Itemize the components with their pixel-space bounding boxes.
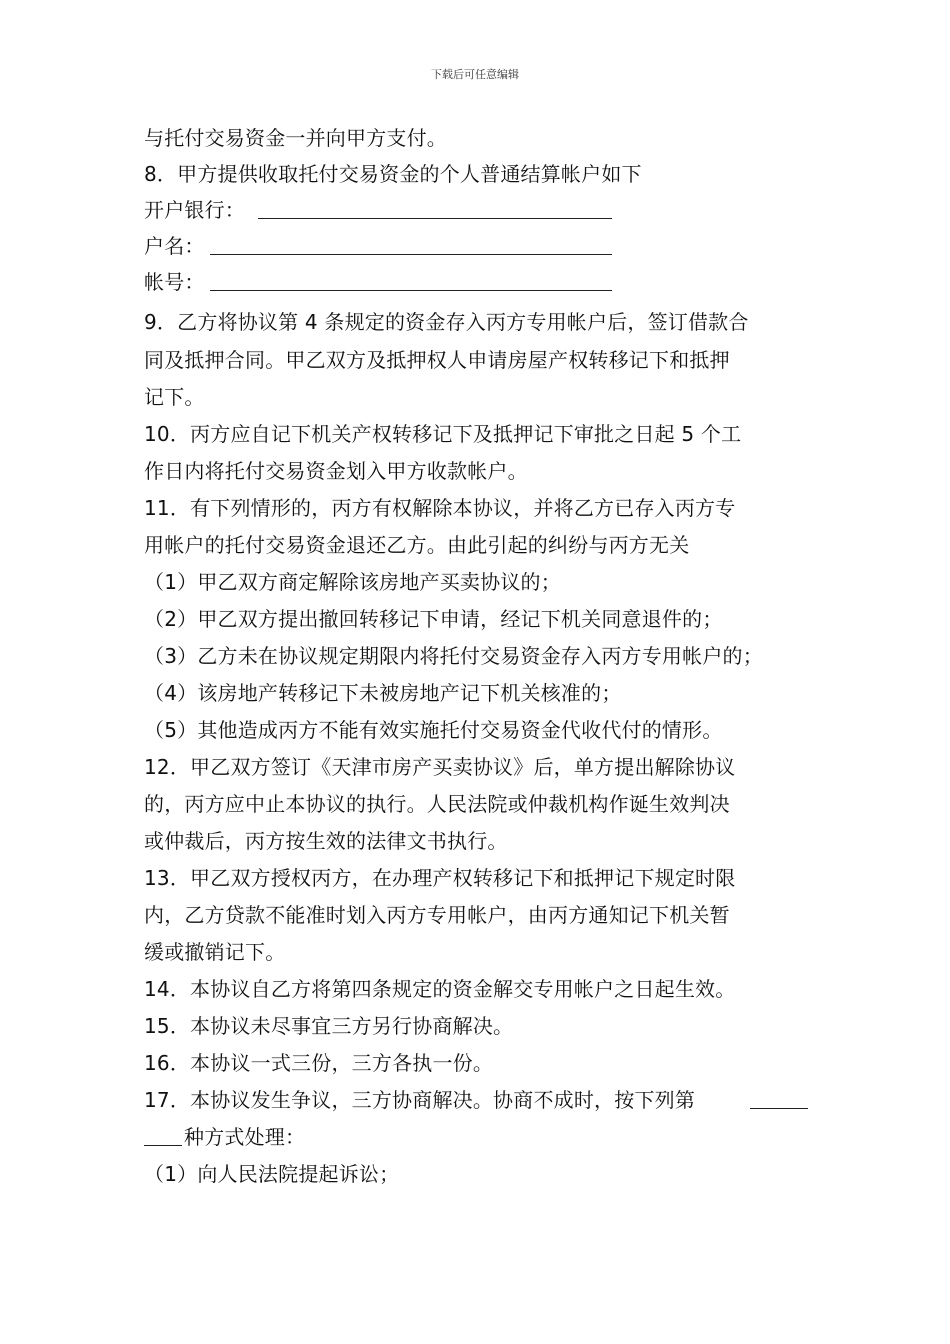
text-line: 16．本协议一式三份，三方各执一份。 — [144, 1051, 494, 1075]
bank-label: 开户银行： — [144, 198, 245, 222]
text-line: 15．本协议未尽事宜三方另行协商解决。 — [144, 1014, 514, 1038]
account-number-label: 帐号： — [144, 270, 205, 294]
account-name-blank[interactable] — [210, 254, 612, 255]
text-line: 12．甲乙双方签订《天津市房产买卖协议》后，单方提出解除协议 — [144, 755, 736, 779]
dispute-option-blank-continued[interactable] — [144, 1145, 182, 1146]
text-line: 内，乙方贷款不能准时划入丙方专用帐户，由丙方通知记下机关暂 — [144, 903, 730, 927]
text-line: 缓或撤销记下。 — [144, 940, 286, 964]
bank-blank[interactable] — [258, 218, 612, 219]
text-line: 13．甲乙双方授权丙方，在办理产权转移记下和抵押记下规定时限 — [144, 866, 736, 890]
text-line: 作日内将托付交易资金划入甲方收款帐户。 — [144, 459, 528, 483]
text-line: 或仲裁后，丙方按生效的法律文书执行。 — [144, 829, 508, 853]
list-item: （2）甲乙双方提出撤回转移记下申请，经记下机关同意退件的； — [144, 607, 723, 631]
text-line: 种方式处理： — [184, 1125, 306, 1149]
text-line: 记下。 — [144, 385, 205, 409]
text-line: 同及抵押合同。甲乙双方及抵押权人申请房屋产权转移记下和抵押 — [144, 348, 730, 372]
text-line: 的，丙方应中止本协议的执行。人民法院或仲裁机构作诞生效判决 — [144, 792, 730, 816]
text-line: 17．本协议发生争议，三方协商解决。协商不成时，按下列第 — [144, 1088, 696, 1112]
text-line: 与托付交易资金一并向甲方支付。 — [144, 126, 447, 150]
list-item: （5）其他造成丙方不能有效实施托付交易资金代收代付的情形。 — [144, 718, 723, 742]
account-name-label: 户名： — [144, 234, 205, 258]
text-line: 11．有下列情形的，丙方有权解除本协议，并将乙方已存入丙方专 — [144, 496, 736, 520]
text-line: 10．丙方应自记下机关产权转移记下及抵押记下审批之日起 5 个工 — [144, 422, 742, 446]
text-line: 14．本协议自乙方将第四条规定的资金解交专用帐户之日起生效。 — [144, 977, 736, 1001]
account-number-blank[interactable] — [210, 290, 612, 291]
list-item: （1）甲乙双方商定解除该房地产买卖协议的； — [144, 570, 561, 594]
list-item: （3）乙方未在协议规定期限内将托付交易资金存入丙方专用帐户的； — [144, 644, 763, 668]
text-line: 8．甲方提供收取托付交易资金的个人普通结算帐户如下 — [144, 162, 642, 186]
text-line: 9．乙方将协议第 4 条规定的资金存入丙方专用帐户后，签订借款合 — [144, 310, 749, 334]
list-item: （1）向人民法院提起诉讼； — [144, 1162, 400, 1186]
page-header-note: 下载后可任意编辑 — [431, 68, 519, 81]
dispute-option-blank[interactable] — [750, 1108, 808, 1109]
list-item: （4）该房地产转移记下未被房地产记下机关核准的； — [144, 681, 622, 705]
text-line: 用帐户的托付交易资金退还乙方。由此引起的纠纷与丙方无关 — [144, 533, 690, 557]
